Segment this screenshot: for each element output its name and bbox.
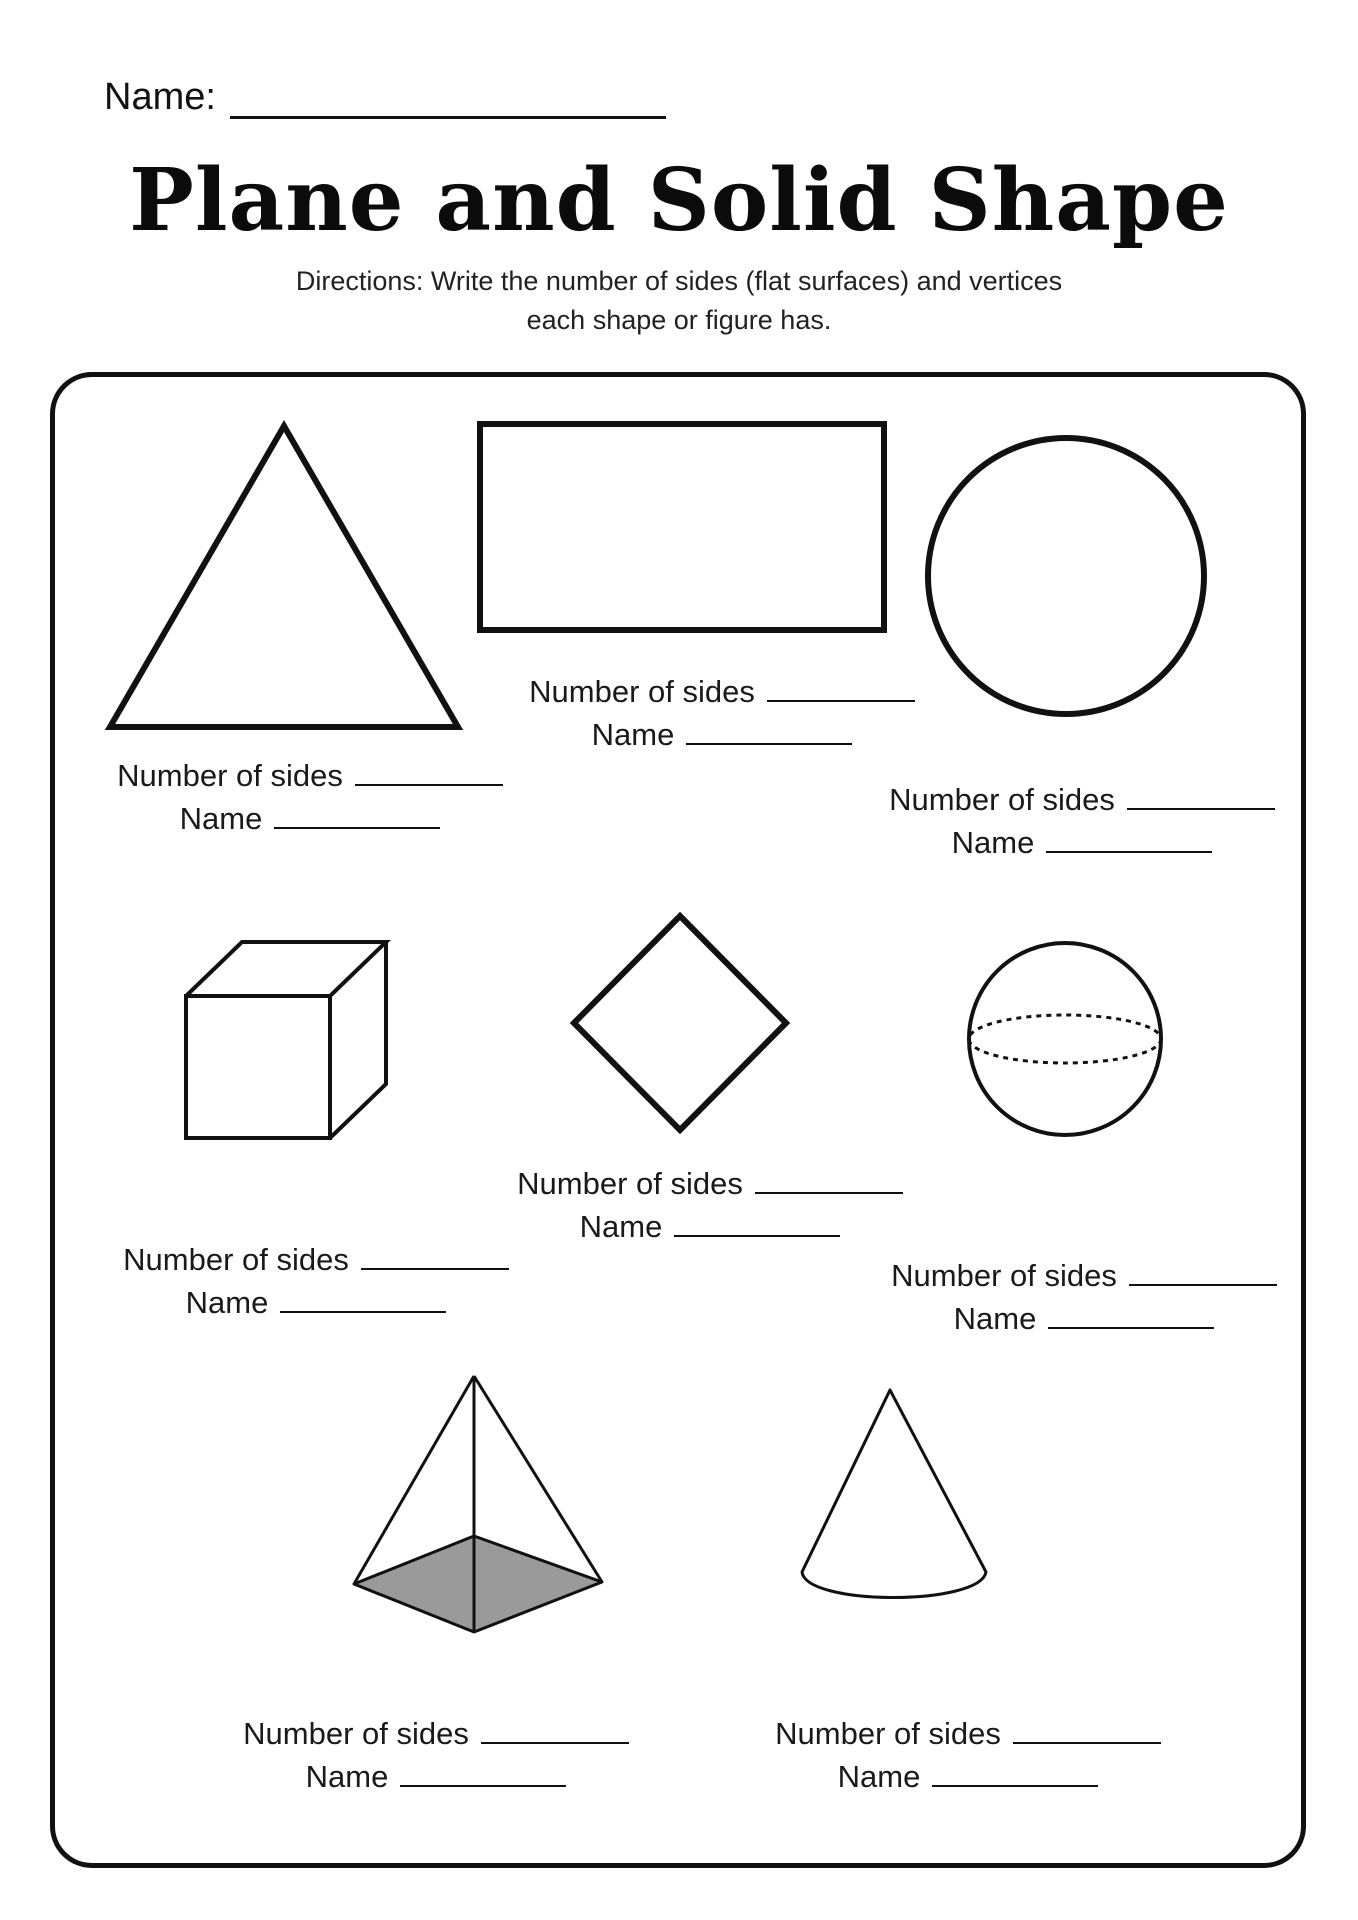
triangle-label	[100, 754, 520, 840]
rectangle-label	[512, 670, 932, 756]
name-label: Name:	[104, 76, 216, 118]
worksheet-title: Plane and Solid Shape	[129, 150, 1229, 251]
triangle-name-row	[100, 797, 520, 840]
circle-label	[872, 778, 1292, 864]
cube-name-row	[106, 1281, 526, 1324]
rectangle-name-row	[512, 713, 932, 756]
sides-label: Number of sides	[775, 1716, 1001, 1751]
sides-label: Number of sides	[529, 674, 755, 709]
pyramid-name-blank[interactable]	[400, 1755, 566, 1787]
sphere-name-blank[interactable]	[1048, 1297, 1214, 1329]
cube-shape	[180, 936, 392, 1146]
shape-name-label: Name	[591, 717, 675, 752]
circle-shape	[922, 432, 1210, 720]
pyramid-name-row	[226, 1755, 646, 1798]
cone-label	[758, 1712, 1178, 1798]
diamond-name-row	[500, 1205, 920, 1248]
shape-name-label: Name	[179, 801, 263, 836]
shape-name-label: Name	[953, 1301, 1037, 1336]
rectangle-sides-blank[interactable]	[767, 670, 915, 702]
triangle-sides-row	[100, 754, 520, 797]
rectangle-shape	[476, 420, 888, 636]
sides-label: Number of sides	[243, 1716, 469, 1751]
shape-name-label: Name	[305, 1759, 389, 1794]
student-name-row	[104, 76, 666, 119]
rectangle-sides-row	[512, 670, 932, 713]
cube-sides-row	[106, 1238, 526, 1281]
diamond-sides-blank[interactable]	[755, 1162, 903, 1194]
triangle-name-blank[interactable]	[274, 797, 440, 829]
student-name-blank[interactable]	[230, 82, 666, 119]
diamond-sides-row	[500, 1162, 920, 1205]
shape-name-label: Name	[579, 1209, 663, 1244]
shape-name-label: Name	[837, 1759, 921, 1794]
cube-name-blank[interactable]	[280, 1281, 446, 1313]
cube-sides-blank[interactable]	[361, 1238, 509, 1270]
triangle-sides-blank[interactable]	[355, 754, 503, 786]
circle-name-blank[interactable]	[1046, 821, 1212, 853]
diamond-name-blank[interactable]	[674, 1205, 840, 1237]
cone-sides-row	[758, 1712, 1178, 1755]
circle-sides-blank[interactable]	[1127, 778, 1275, 810]
sphere-label	[874, 1254, 1294, 1340]
cone-name-blank[interactable]	[932, 1755, 1098, 1787]
pyramid-sides-blank[interactable]	[481, 1712, 629, 1744]
diamond-label	[500, 1162, 920, 1248]
sphere-sides-row	[874, 1254, 1294, 1297]
directions-line-2: each shape or figure has.	[526, 305, 832, 335]
sides-label: Number of sides	[517, 1166, 743, 1201]
pyramid-label	[226, 1712, 646, 1798]
shape-name-label: Name	[951, 825, 1035, 860]
shape-name-label: Name	[185, 1285, 269, 1320]
directions-line-1: Directions: Write the number of sides (flat surfaces) and vertices	[295, 266, 1063, 296]
sphere-shape	[964, 938, 1166, 1140]
pyramid-sides-row	[226, 1712, 646, 1755]
sides-label: Number of sides	[117, 758, 343, 793]
cone-name-row	[758, 1755, 1178, 1798]
cube-label	[106, 1238, 526, 1324]
cone-sides-blank[interactable]	[1013, 1712, 1161, 1744]
circle-name-row	[872, 821, 1292, 864]
circle-sides-row	[872, 778, 1292, 821]
pyramid-shape	[350, 1370, 606, 1640]
sides-label: Number of sides	[123, 1242, 349, 1277]
directions	[229, 262, 1129, 340]
sphere-sides-blank[interactable]	[1129, 1254, 1277, 1286]
sides-label: Number of sides	[889, 782, 1115, 817]
diamond-shape	[568, 910, 792, 1136]
sides-label: Number of sides	[891, 1258, 1117, 1293]
triangle-shape	[104, 420, 464, 736]
rectangle-name-blank[interactable]	[686, 713, 852, 745]
sphere-name-row	[874, 1297, 1294, 1340]
cone-shape	[796, 1384, 992, 1608]
